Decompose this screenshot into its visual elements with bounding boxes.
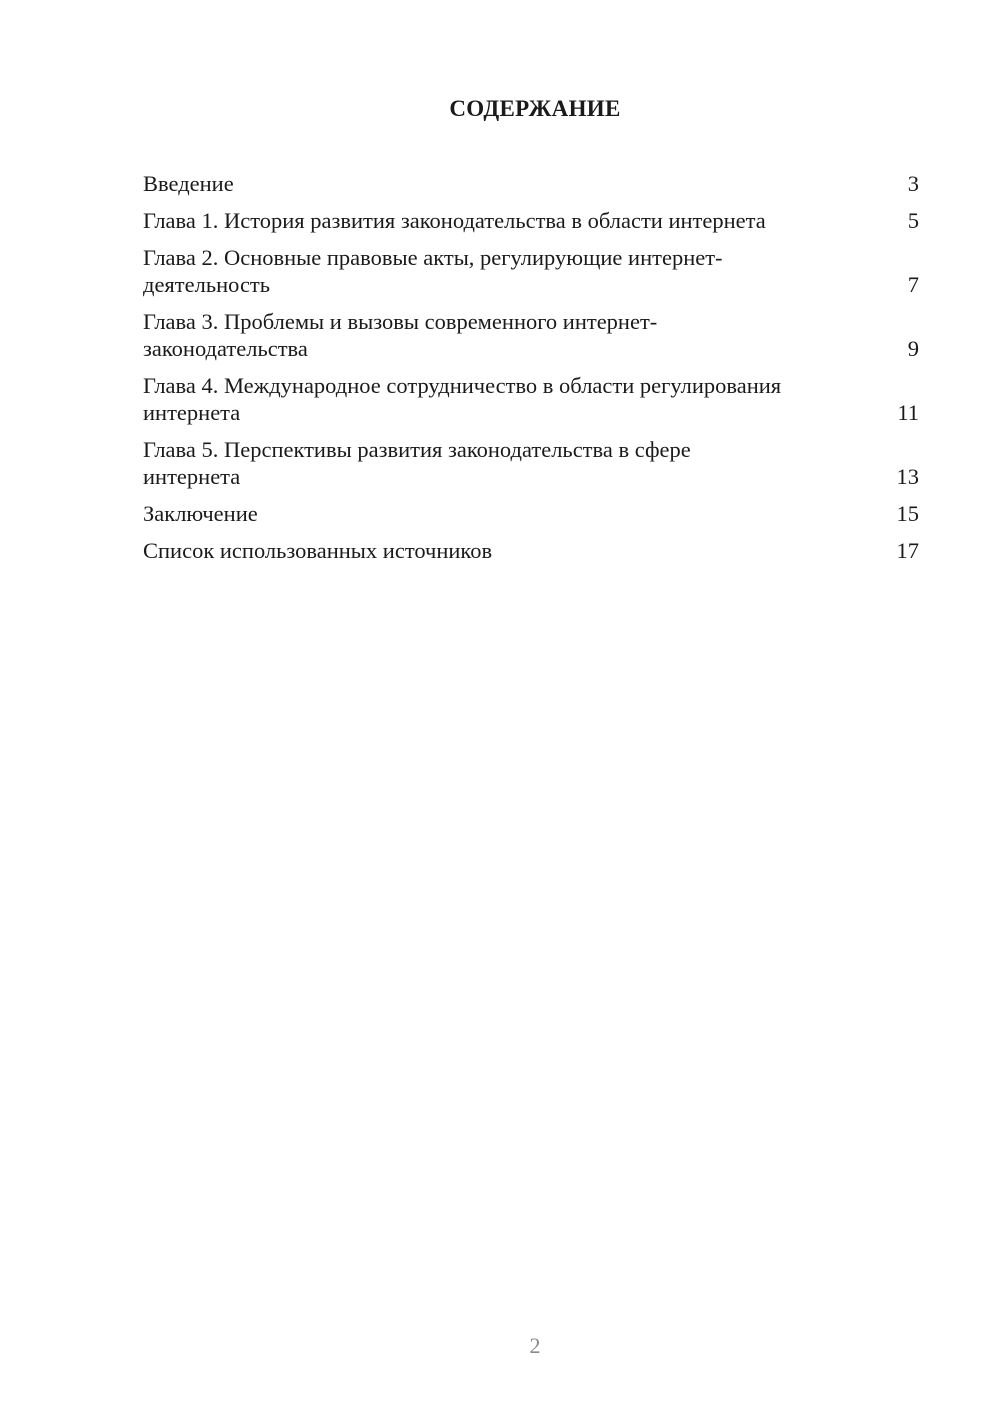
toc-entry-references	[143, 537, 919, 564]
toc-entry-text: Список использованных источников	[143, 538, 493, 563]
toc-entry-page: 17	[896, 538, 919, 563]
toc-entry-chapter-4	[143, 372, 919, 426]
toc-entry-text: Глава 5. Перспективы развития законодательства в сфере интернета	[143, 437, 691, 489]
toc-entry-page: 3	[907, 171, 919, 196]
table-of-contents	[143, 170, 919, 574]
toc-entry-page: 15	[896, 501, 919, 526]
toc-entry-text: Глава 4. Международное сотрудничество в области регулирования интернета	[143, 373, 782, 425]
toc-entry-text: Заключение	[143, 501, 258, 526]
toc-entry-page: 7	[907, 272, 919, 297]
toc-entry-text: Глава 3. Проблемы и вызовы современного интернет-законодательства	[143, 309, 658, 361]
toc-entry-chapter-2	[143, 244, 919, 298]
toc-entry-text: Введение	[143, 171, 234, 196]
toc-entry-page: 11	[897, 400, 919, 425]
toc-entry-conclusion	[143, 500, 919, 527]
toc-entry-chapter-3	[143, 308, 919, 362]
toc-entry-page: 13	[896, 464, 919, 489]
toc-entry-chapter-5	[143, 436, 919, 490]
toc-entry-text: Глава 2. Основные правовые акты, регулирующие интернет-деятельность	[143, 245, 723, 297]
toc-entry-text: Глава 1. История развития законодательства в области интернета	[143, 208, 766, 233]
toc-entry-page: 5	[907, 208, 919, 233]
toc-entry-introduction	[143, 170, 919, 197]
toc-entry-page: 9	[907, 336, 919, 361]
page-number: 2	[529, 1333, 541, 1358]
toc-title: СОДЕРЖАНИЕ	[449, 96, 621, 121]
toc-entry-chapter-1	[143, 207, 919, 234]
